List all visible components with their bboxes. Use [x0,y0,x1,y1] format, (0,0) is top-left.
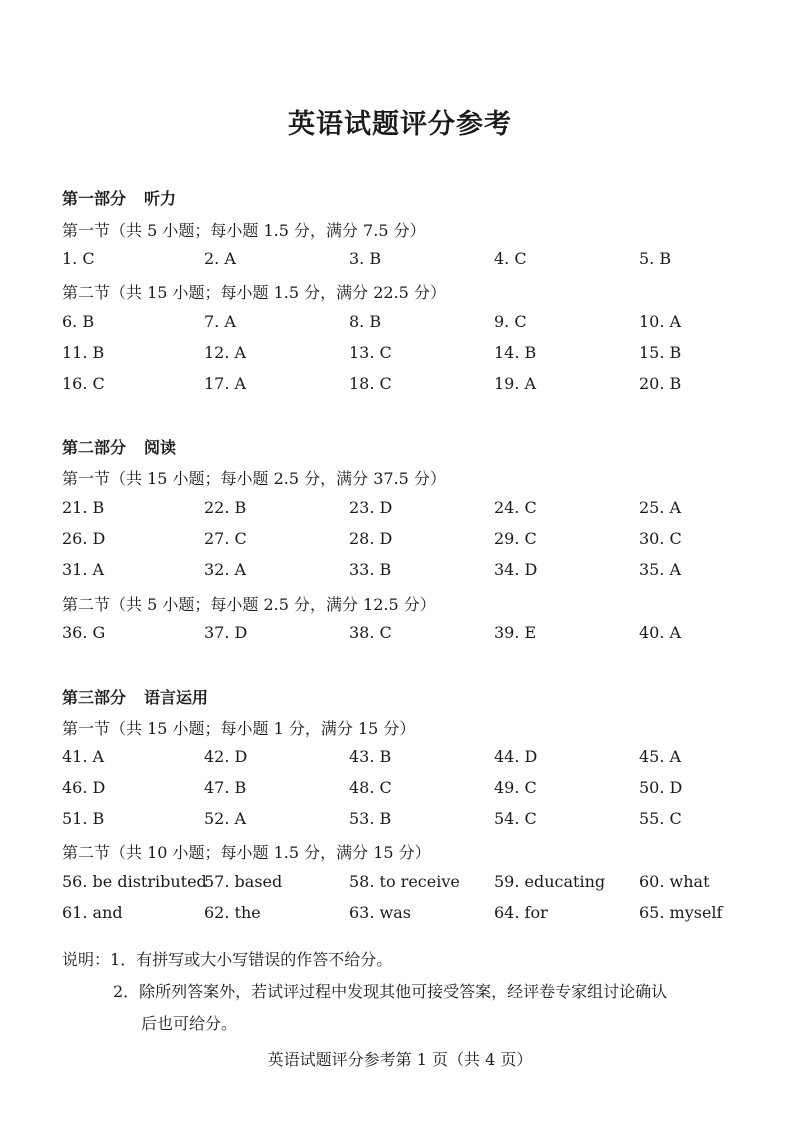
answer-cell: 21. B [62,498,105,517]
answer-cell: 44. D [494,747,538,766]
answer-cell: 25. A [639,498,682,517]
notes-prefix: 说明： [62,950,111,969]
answer-cell: 64. for [494,903,548,922]
answer-cell: 12. A [204,343,247,362]
answer-row [0,809,800,833]
answer-cell: 56. be distributed [62,872,207,891]
answer-cell: 39. E [494,623,537,642]
answer-cell: 23. D [349,498,393,517]
answer-cell: 28. D [349,529,393,548]
answer-cell: 38. C [349,623,392,642]
part-name: 听力 [144,189,177,208]
answer-cell: 18. C [349,374,392,393]
answer-cell: 1. C [62,249,95,268]
answer-cell: 50. D [639,778,683,797]
answer-cell: 42. D [204,747,248,766]
answer-row [0,529,800,553]
answer-cell: 51. B [62,809,105,828]
notes-item-1: 1．有拼写或大小写错误的作答不给分。 [110,950,393,969]
answer-row [0,872,800,896]
answer-row [0,560,800,584]
answer-cell: 4. C [494,249,527,268]
notes-line-1 [62,947,392,970]
part-label: 第三部分 [62,688,127,707]
answer-cell: 10. A [639,312,682,331]
answer-cell: 14. B [494,343,537,362]
answer-cell: 57. based [204,872,283,891]
section-note: 第二节（共 5 小题；每小题 2.5 分，满分 12.5 分） [62,595,436,614]
answer-row [0,778,800,802]
answer-cell: 11. B [62,343,105,362]
answer-cell: 60. what [639,872,710,891]
answer-cell: 33. B [349,560,392,579]
section-note: 第二节（共 15 小题；每小题 1.5 分，满分 22.5 分） [62,283,446,302]
answer-cell: 27. C [204,529,247,548]
answer-cell: 47. B [204,778,247,797]
part-name: 语言运用 [144,688,209,707]
answer-cell: 62. the [204,903,261,922]
section-note: 第一节（共 5 小题；每小题 1.5 分，满分 7.5 分） [62,221,426,240]
answer-cell: 6. B [62,312,95,331]
answer-cell: 15. B [639,343,682,362]
section-note: 第一节（共 15 小题；每小题 1 分，满分 15 分） [62,719,416,738]
answer-cell: 52. A [204,809,247,828]
part-name: 阅读 [144,438,177,457]
answer-cell: 36. G [62,623,106,642]
answer-row [0,374,800,398]
answer-cell: 49. C [494,778,537,797]
answer-cell: 35. A [639,560,682,579]
page-title: 英语试题评分参考 [288,109,512,140]
answer-cell: 13. C [349,343,392,362]
answer-cell: 45. A [639,747,682,766]
answer-cell: 37. D [204,623,248,642]
answer-row [0,903,800,927]
part-heading-language-use [62,685,208,708]
part-label: 第一部分 [62,189,127,208]
answer-cell: 5. B [639,249,672,268]
answer-row [0,343,800,367]
answer-cell: 46. D [62,778,106,797]
notes-item-2: 2．除所列答案外，若试评过程中发现其他可接受答案，经评卷专家组讨论确认 [113,982,668,1001]
answer-cell: 8. B [349,312,382,331]
answer-cell: 17. A [204,374,247,393]
answer-row [0,498,800,522]
answer-cell: 63. was [349,903,411,922]
answer-cell: 53. B [349,809,392,828]
answer-cell: 3. B [349,249,382,268]
answer-cell: 59. educating [494,872,606,891]
answer-cell: 9. C [494,312,527,331]
part-heading-reading [62,435,176,458]
page-footer: 英语试题评分参考第 1 页（共 4 页） [267,1050,533,1069]
answer-cell: 7. A [204,312,236,331]
answer-cell: 16. C [62,374,105,393]
answer-cell: 43. B [349,747,392,766]
answer-row [0,249,800,273]
answer-cell: 65. myself [639,903,723,922]
answer-row [0,312,800,336]
answer-cell: 54. C [494,809,537,828]
answer-cell: 24. C [494,498,537,517]
answer-row [0,747,800,771]
answer-cell: 61. and [62,903,123,922]
answer-cell: 19. A [494,374,537,393]
answer-cell: 40. A [639,623,682,642]
answer-cell: 31. A [62,560,105,579]
answer-cell: 20. B [639,374,682,393]
section-note: 第一节（共 15 小题；每小题 2.5 分，满分 37.5 分） [62,469,446,488]
answer-cell: 41. A [62,747,105,766]
answer-cell: 58. to receive [349,872,460,891]
answer-cell: 48. C [349,778,392,797]
notes-item-2-continued: 后也可给分。 [141,1014,238,1033]
answer-cell: 55. C [639,809,682,828]
part-heading-listening [62,186,176,209]
answer-cell: 34. D [494,560,538,579]
answer-cell: 26. D [62,529,106,548]
part-label: 第二部分 [62,438,127,457]
section-note: 第二节（共 10 小题；每小题 1.5 分，满分 15 分） [62,843,431,862]
answer-cell: 2. A [204,249,236,268]
answer-row [0,623,800,647]
answer-cell: 30. C [639,529,682,548]
answer-cell: 29. C [494,529,537,548]
answer-cell: 32. A [204,560,247,579]
answer-cell: 22. B [204,498,247,517]
